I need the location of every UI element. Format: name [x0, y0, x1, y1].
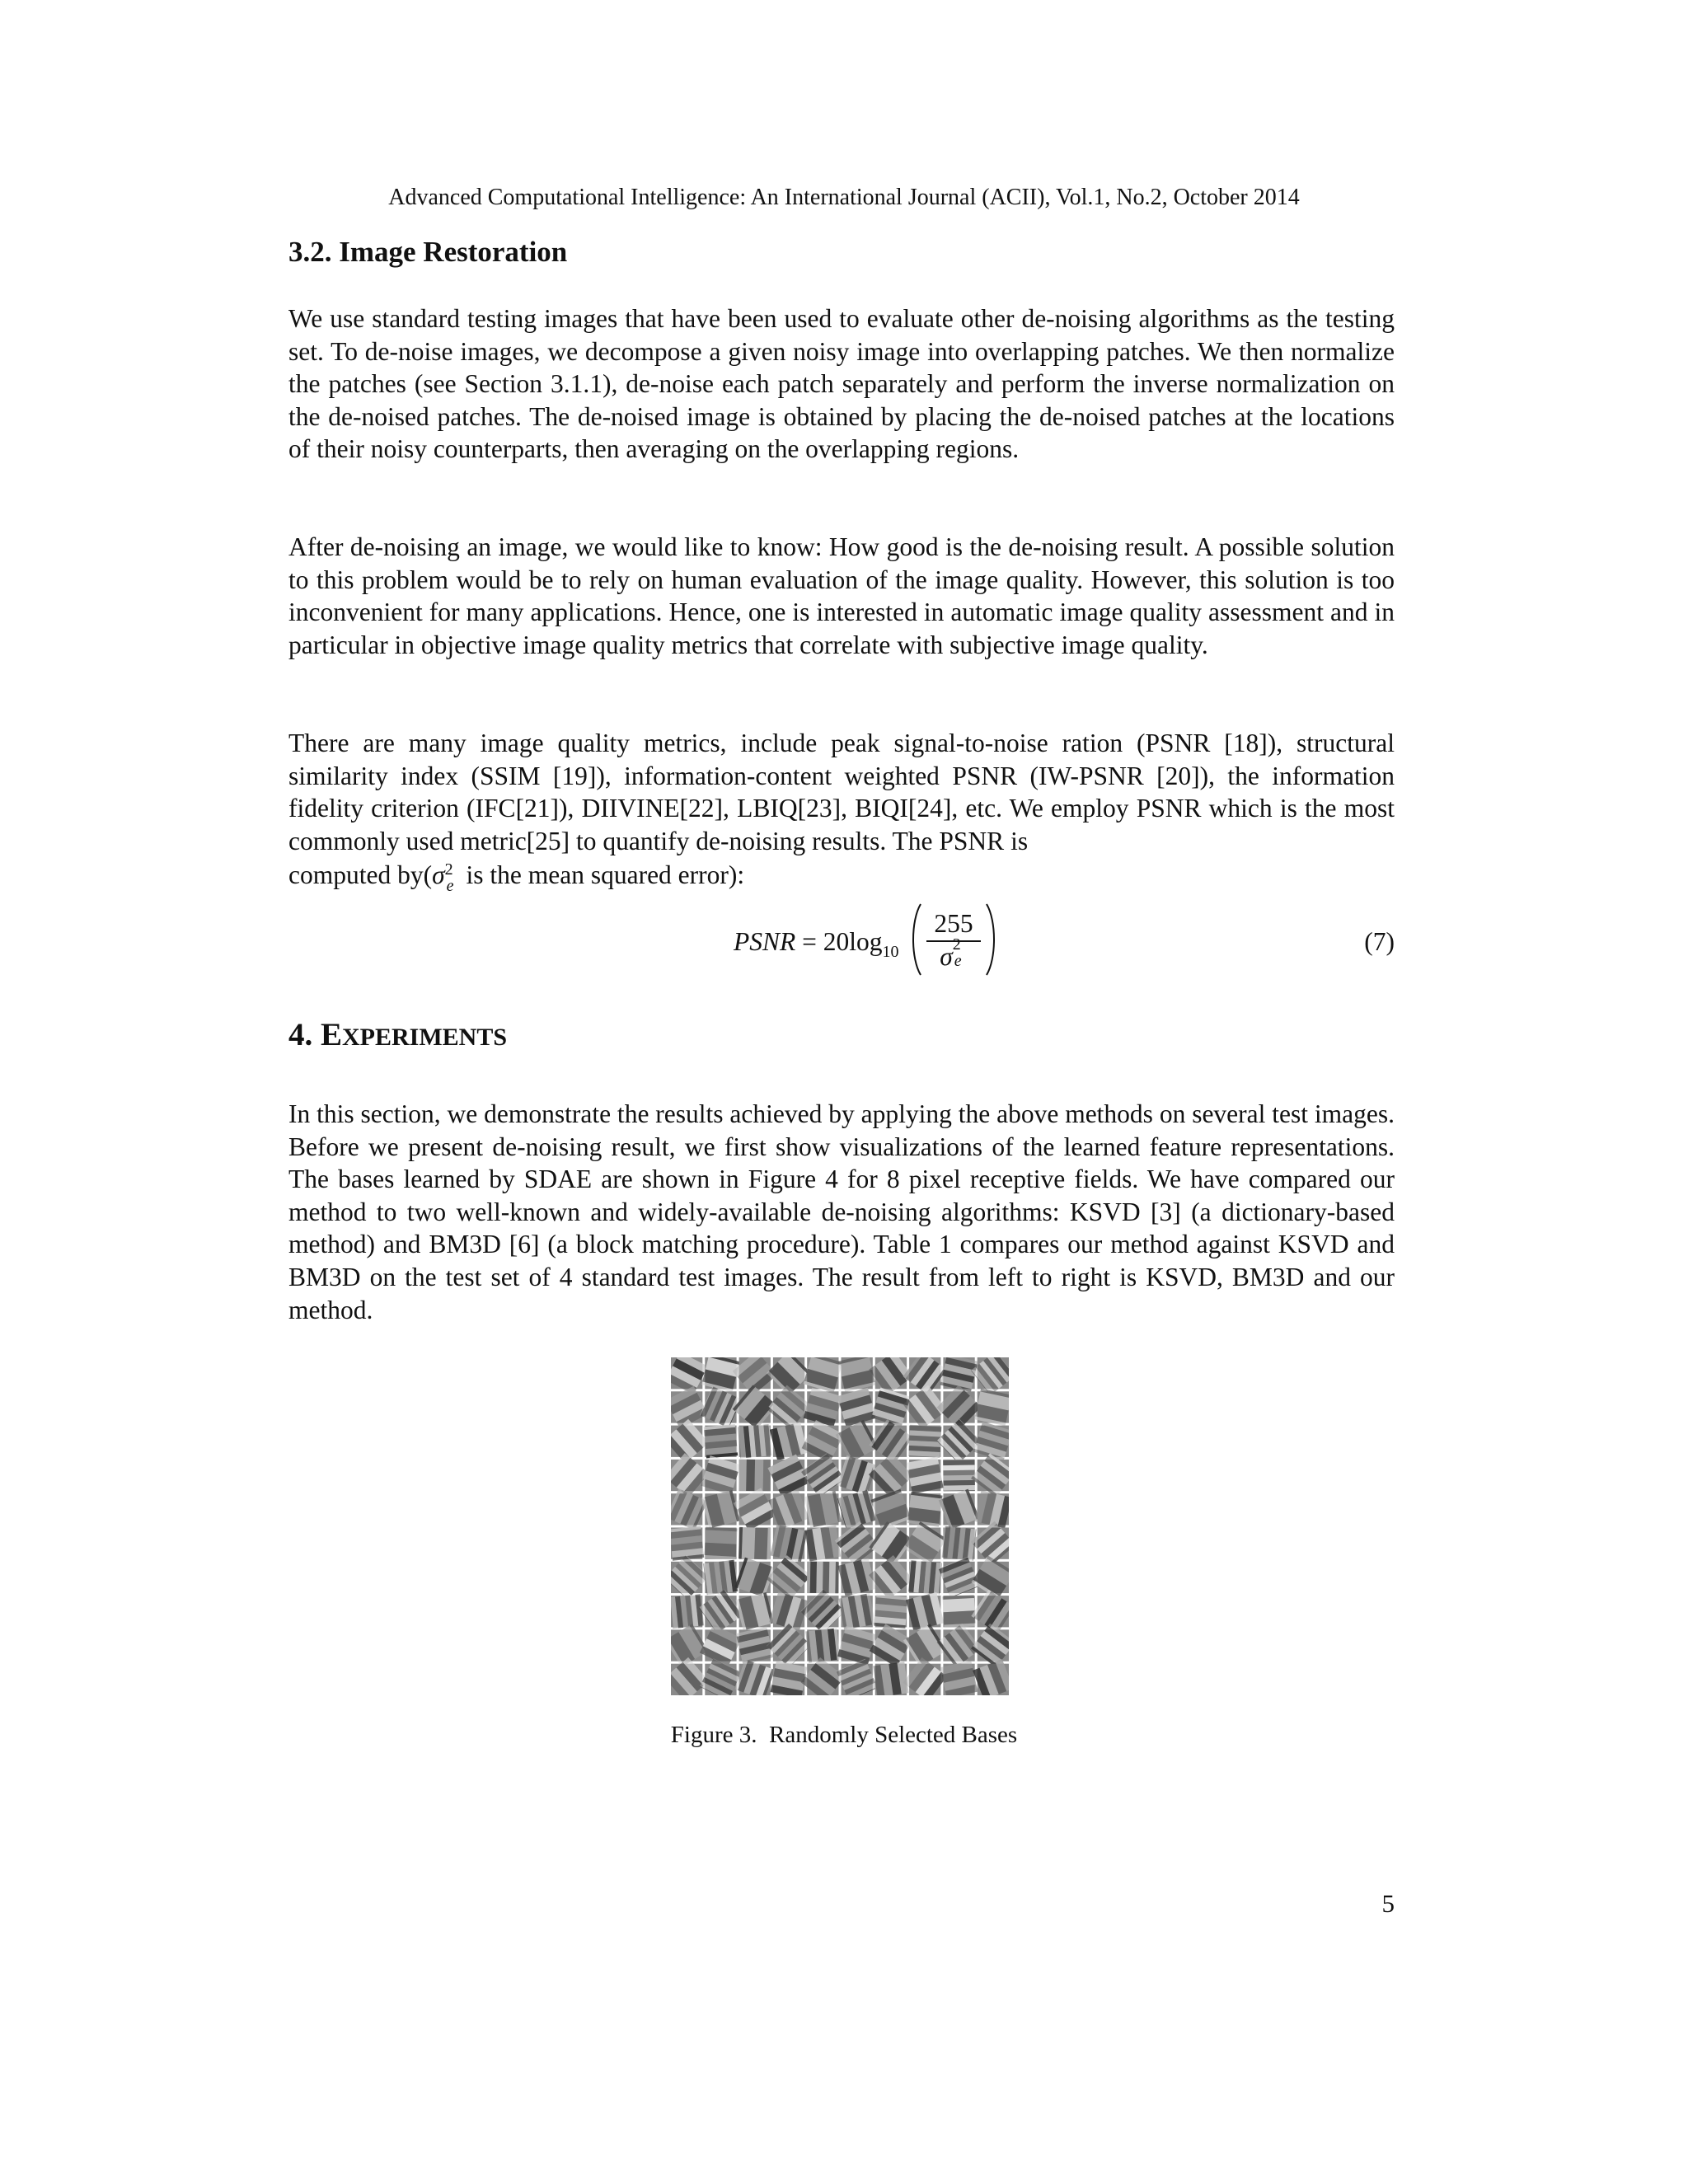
sigma-scripts: [444, 860, 460, 896]
equals-log: = 20log: [795, 927, 883, 956]
section-3-2: [288, 234, 1395, 270]
left-paren: [908, 902, 923, 977]
sigma-symbol: σ: [432, 860, 445, 890]
equation-lhs: [734, 927, 899, 962]
right-paren: [984, 902, 999, 977]
running-head: Advanced Computational Intelligence: An International Journal (ACII), Vol.1, No.2, October 2014: [388, 185, 1300, 210]
equation-7: [288, 902, 1395, 981]
fraction-numerator: 255: [934, 909, 973, 938]
paragraph-text-tail: [288, 859, 1395, 896]
paragraph-text: After de-noising an image, we would like to know: How good is the de-noising result. A possible solution to this problem would be to rely on human evaluation of the image quality. However, this solution is too inconvenient for many applications. Hence, one is interested in automatic image quality assessment and in particular in objective image quality metrics that correlate with subjective image quality.: [288, 532, 1395, 659]
denominator-scripts: [952, 935, 968, 970]
tail-before: computed by(: [288, 860, 433, 890]
page-number: 5: [1381, 1889, 1395, 1918]
psnr-symbol: PSNR: [734, 927, 796, 956]
bases-grid: [671, 1357, 1009, 1695]
denominator-sigma: σ: [940, 942, 953, 971]
section-title-experiments: [288, 1015, 1395, 1057]
paragraph-text: In this section, we demonstrate the results achieved by applying the above methods on several test images. Before we present de-noising result, we first show visualizations of the learned feature representations. The bases learned by SDAE are shown in Figure 4 for 8 pixel receptive fields. We have compared our method to two well-known and widely-available de-noising algorithms: KSVD [3] (a dictionary-based method) and BM3D [6] (a block matching procedure). Table 1 compares our method against KSVD and BM3D on the test set of 4 standard test images. The result from left to right is KSVD, BM3D and our method.: [288, 1099, 1395, 1324]
section-title-image-restoration: 3.2. Image Restoration: [288, 236, 568, 268]
paragraph-2: [288, 531, 1395, 661]
fraction: [925, 902, 982, 977]
paragraph-1: [288, 302, 1395, 466]
fraction-denominator: [925, 935, 982, 972]
paragraph-text: We use standard testing images that have been used to evaluate other de-noising algorithms as the testing set. To de-noise images, we decompose a given noisy image into overlapping patches. We then normalize the patches (see Section 3.1.1), de-noise each patch separately and perform the inverse normalization on the de-noised patches. The de-noised image is obtained by placing the de-noised patches at the locations of their noisy counterparts, then averaging on the overlapping regions.: [288, 304, 1395, 464]
title-initial: E: [321, 1017, 343, 1052]
section-4: [288, 1015, 1395, 1057]
sigma-sub: e: [446, 877, 454, 896]
title-rest: XPERIMENTS: [342, 1024, 508, 1051]
paragraph-3: [288, 727, 1395, 896]
denominator-sub: e: [954, 952, 962, 970]
equation-number: (7): [1364, 927, 1395, 956]
figure-caption: Figure 3. Randomly Selected Bases: [670, 1722, 1018, 1748]
bases-figure: [671, 1357, 1009, 1695]
section-number: 4.: [288, 1017, 321, 1052]
log-base: 10: [882, 943, 899, 961]
denominator-sup: 2: [952, 935, 961, 954]
paragraph-4: [288, 1098, 1395, 1326]
sigma-sup: 2: [444, 860, 453, 879]
paragraph-text: There are many image quality metrics, include peak signal-to-noise ration (PSNR [18]), structural similarity index (SSIM [19]), information-content weighted PSNR (IW-PSNR [20]), the information fidelity criterion (IFC[21]), DIIVINE[22], LBIQ[23], BIQI[24], etc. We employ PSNR which is the most commonly used metric[25] to quantify de-noising results. The PSNR is: [288, 729, 1395, 855]
tail-after: is the mean squared error):: [459, 860, 745, 890]
